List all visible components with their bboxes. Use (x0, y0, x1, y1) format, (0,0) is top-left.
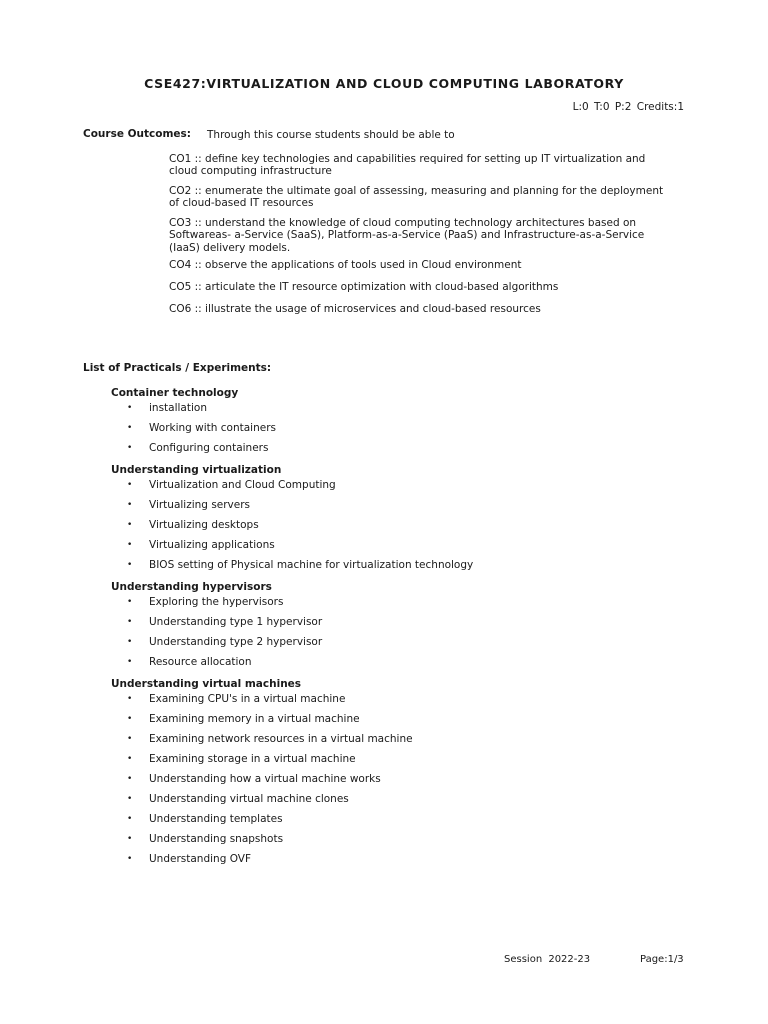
list-item (111, 812, 671, 832)
bullet-icon: • (127, 560, 133, 570)
list-item-text: Understanding virtual machine clones (149, 793, 349, 805)
list-item (111, 732, 671, 752)
credits-line: L:0 T:0 P:2 Credits:1 (572, 101, 684, 113)
bullet-icon: • (127, 854, 133, 864)
list-item (111, 772, 671, 792)
list-item-text: Understanding type 2 hypervisor (149, 636, 323, 648)
list-item-text: Understanding templates (149, 813, 283, 825)
course-outcomes-heading: Course Outcomes: (83, 128, 191, 140)
list-item-text: Examining CPU's in a virtual machine (149, 693, 346, 705)
bullet-list (111, 692, 671, 872)
course-outcome-co3: CO3 :: understand the knowledge of cloud computing technology architectures based on Softwareas- a-Service (SaaS), Platform-as-a-Service (PaaS) and Infrastructure-as-a-Service (IaaS) delivery models. (169, 217, 645, 254)
bullet-icon: • (127, 480, 133, 490)
section-understanding-virtual-machines (111, 677, 671, 872)
list-item (111, 832, 671, 852)
list-item-text: Configuring containers (149, 442, 269, 454)
bullet-icon: • (127, 774, 133, 784)
section-understanding-virtualization (111, 463, 671, 578)
bullet-list (111, 401, 671, 461)
list-item-text: Examining memory in a virtual machine (149, 713, 360, 725)
list-item-text: Resource allocation (149, 656, 252, 668)
list-item (111, 752, 671, 772)
bullet-icon: • (127, 540, 133, 550)
bullet-icon: • (127, 657, 133, 667)
bullet-icon: • (127, 403, 133, 413)
bullet-icon: • (127, 814, 133, 824)
course-outcome-co2: CO2 :: enumerate the ultimate goal of assessing, measuring and planning for the deployment of cloud-based IT resources (169, 185, 664, 210)
bullet-icon: • (127, 637, 133, 647)
section-container-technology (111, 386, 671, 461)
list-item (111, 692, 671, 712)
bullet-list (111, 478, 671, 578)
bullet-icon: • (127, 794, 133, 804)
list-item-text: Virtualizing desktops (149, 519, 259, 531)
list-item-text: Working with containers (149, 422, 276, 434)
list-item (111, 655, 671, 675)
list-item (111, 558, 671, 578)
bullet-icon: • (127, 714, 133, 724)
list-item (111, 401, 671, 421)
list-item (111, 498, 671, 518)
list-item-text: BIOS setting of Physical machine for virtualization technology (149, 559, 474, 571)
bullet-icon: • (127, 520, 133, 530)
list-item-text: Understanding how a virtual machine works (149, 773, 381, 785)
list-item (111, 635, 671, 655)
section-title: Understanding hypervisors (111, 581, 272, 593)
list-item-text: Virtualization and Cloud Computing (149, 479, 336, 491)
list-item-text: Virtualizing servers (149, 499, 251, 511)
bullet-icon: • (127, 617, 133, 627)
bullet-icon: • (127, 734, 133, 744)
section-title: Understanding virtual machines (111, 678, 302, 690)
bullet-icon: • (127, 597, 133, 607)
course-title: CSE427:VIRTUALIZATION AND CLOUD COMPUTING LABORATORY (144, 76, 624, 91)
list-item (111, 478, 671, 498)
list-item-text: Examining network resources in a virtual machine (149, 733, 413, 745)
footer-page-number: Page:1/3 (640, 954, 684, 965)
bullet-icon: • (127, 754, 133, 764)
list-item-text: Understanding OVF (149, 853, 252, 865)
bullet-icon: • (127, 694, 133, 704)
course-outcome-co6: CO6 :: illustrate the usage of microservices and cloud-based resources (169, 303, 541, 315)
list-item (111, 518, 671, 538)
bullet-icon: • (127, 443, 133, 453)
list-item (111, 441, 671, 461)
section-understanding-hypervisors (111, 580, 671, 675)
section-title: Understanding virtualization (111, 464, 282, 476)
bullet-icon: • (127, 834, 133, 844)
list-item (111, 595, 671, 615)
practicals-heading: List of Practicals / Experiments: (83, 362, 272, 374)
course-outcomes-intro: Through this course students should be able to (207, 129, 455, 141)
section-title: Container technology (111, 387, 239, 399)
list-item-text: Virtualizing applications (149, 539, 275, 551)
list-item (111, 615, 671, 635)
list-item-text: Examining storage in a virtual machine (149, 753, 356, 765)
list-item (111, 792, 671, 812)
bullet-icon: • (127, 423, 133, 433)
list-item-text: Understanding snapshots (149, 833, 284, 845)
practicals-sections (111, 386, 671, 874)
list-item-text: Exploring the hypervisors (149, 596, 284, 608)
list-item (111, 421, 671, 441)
list-item (111, 712, 671, 732)
bullet-list (111, 595, 671, 675)
list-item (111, 538, 671, 558)
course-outcome-co1: CO1 :: define key technologies and capabilities required for setting up IT virtualization and cloud computing infrastructure (169, 153, 646, 178)
list-item (111, 852, 671, 872)
bullet-icon: • (127, 500, 133, 510)
course-outcome-co4: CO4 :: observe the applications of tools used in Cloud environment (169, 259, 522, 271)
course-outcome-co5: CO5 :: articulate the IT resource optimization with cloud-based algorithms (169, 281, 559, 293)
list-item-text: installation (149, 402, 207, 414)
footer-session: Session 2022-23 (504, 954, 591, 965)
list-item-text: Understanding type 1 hypervisor (149, 616, 323, 628)
